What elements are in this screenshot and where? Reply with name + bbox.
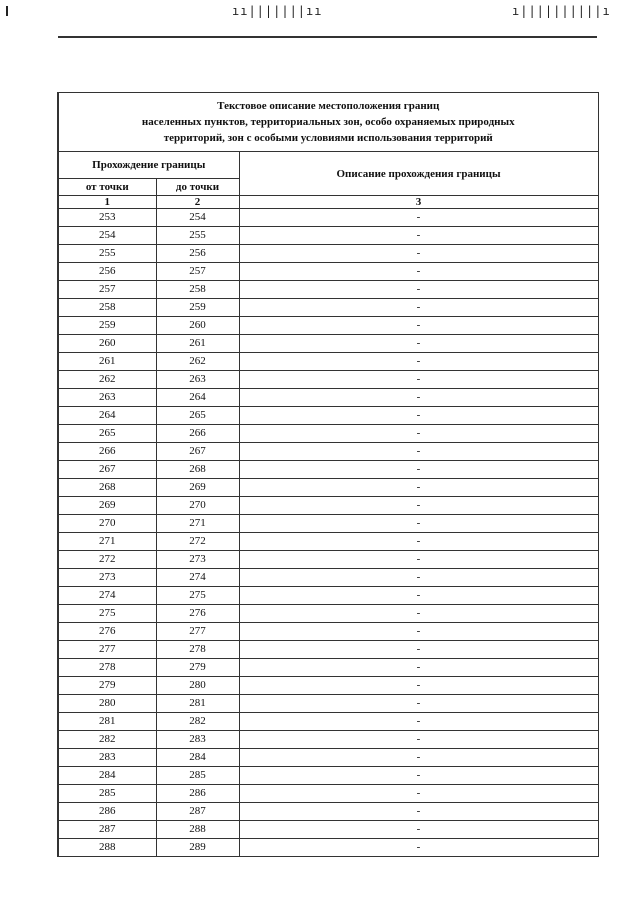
from-point-cell: 280	[58, 695, 156, 713]
from-point-cell: 286	[58, 803, 156, 821]
table-row	[58, 497, 598, 515]
description-cell: -	[239, 767, 598, 785]
from-point-cell: 255	[58, 245, 156, 263]
to-point-cell: 261	[156, 335, 239, 353]
header-rule	[58, 36, 597, 38]
description-cell: -	[239, 461, 598, 479]
header-description: Описание прохождения границы	[239, 152, 598, 196]
table-row	[58, 263, 598, 281]
boundary-description-table	[57, 92, 599, 857]
from-point-cell: 269	[58, 497, 156, 515]
table-title	[58, 93, 598, 152]
to-point-cell: 260	[156, 317, 239, 335]
to-point-cell: 280	[156, 677, 239, 695]
from-point-cell: 283	[58, 749, 156, 767]
description-cell: -	[239, 839, 598, 857]
to-point-cell: 267	[156, 443, 239, 461]
to-point-cell: 289	[156, 839, 239, 857]
to-point-cell: 285	[156, 767, 239, 785]
scan-mark-right: ı||||||||||ı	[512, 4, 611, 18]
table-row	[58, 803, 598, 821]
from-point-cell: 267	[58, 461, 156, 479]
scan-mark-left: ıı|||||||ıı	[232, 4, 323, 18]
to-point-cell: 255	[156, 227, 239, 245]
description-cell: -	[239, 443, 598, 461]
table-row	[58, 731, 598, 749]
from-point-cell: 273	[58, 569, 156, 587]
to-point-cell: 283	[156, 731, 239, 749]
table-row	[58, 209, 598, 227]
to-point-cell: 262	[156, 353, 239, 371]
table-row	[58, 767, 598, 785]
table-row	[58, 749, 598, 767]
description-cell: -	[239, 263, 598, 281]
table-row	[58, 371, 598, 389]
from-point-cell: 285	[58, 785, 156, 803]
description-cell: -	[239, 281, 598, 299]
header-passage: Прохождение границы	[58, 152, 239, 179]
to-point-cell: 274	[156, 569, 239, 587]
to-point-cell: 259	[156, 299, 239, 317]
table-row	[58, 317, 598, 335]
from-point-cell: 278	[58, 659, 156, 677]
to-point-cell: 254	[156, 209, 239, 227]
to-point-cell: 282	[156, 713, 239, 731]
description-cell: -	[239, 533, 598, 551]
from-point-cell: 265	[58, 425, 156, 443]
description-cell: -	[239, 803, 598, 821]
description-cell: -	[239, 731, 598, 749]
header-to-point: до точки	[156, 179, 239, 196]
description-cell: -	[239, 695, 598, 713]
to-point-cell: 284	[156, 749, 239, 767]
to-point-cell: 256	[156, 245, 239, 263]
table-row	[58, 695, 598, 713]
table-row	[58, 227, 598, 245]
table-row	[58, 515, 598, 533]
from-point-cell: 259	[58, 317, 156, 335]
from-point-cell: 281	[58, 713, 156, 731]
from-point-cell: 288	[58, 839, 156, 857]
to-point-cell: 287	[156, 803, 239, 821]
table-title-line-1: Текстовое описание местоположения границ	[217, 100, 440, 112]
from-point-cell: 258	[58, 299, 156, 317]
from-point-cell: 277	[58, 641, 156, 659]
from-point-cell: 282	[58, 731, 156, 749]
description-cell: -	[239, 497, 598, 515]
table-row	[58, 605, 598, 623]
description-cell: -	[239, 371, 598, 389]
table-row	[58, 479, 598, 497]
table-title-line-2: населенных пунктов, территориальных зон, особо охраняемых природных	[141, 116, 515, 128]
from-point-cell: 276	[58, 623, 156, 641]
from-point-cell: 262	[58, 371, 156, 389]
description-cell: -	[239, 605, 598, 623]
from-point-cell: 268	[58, 479, 156, 497]
from-point-cell: 256	[58, 263, 156, 281]
to-point-cell: 275	[156, 587, 239, 605]
table-row	[58, 533, 598, 551]
table-row	[58, 389, 598, 407]
description-cell: -	[239, 785, 598, 803]
description-cell: -	[239, 641, 598, 659]
to-point-cell: 265	[156, 407, 239, 425]
description-cell: -	[239, 479, 598, 497]
description-cell: -	[239, 587, 598, 605]
description-cell: -	[239, 677, 598, 695]
table-row	[58, 461, 598, 479]
to-point-cell: 286	[156, 785, 239, 803]
from-point-cell: 260	[58, 335, 156, 353]
from-point-cell: 253	[58, 209, 156, 227]
from-point-cell: 284	[58, 767, 156, 785]
from-point-cell: 271	[58, 533, 156, 551]
table-row	[58, 659, 598, 677]
from-point-cell: 263	[58, 389, 156, 407]
description-cell: -	[239, 407, 598, 425]
description-cell: -	[239, 569, 598, 587]
table-row	[58, 551, 598, 569]
table-row	[58, 785, 598, 803]
table-row	[58, 443, 598, 461]
table-row	[58, 623, 598, 641]
description-cell: -	[239, 551, 598, 569]
to-point-cell: 279	[156, 659, 239, 677]
column-number-2: 2	[156, 196, 239, 209]
to-point-cell: 268	[156, 461, 239, 479]
to-point-cell: 272	[156, 533, 239, 551]
from-point-cell: 257	[58, 281, 156, 299]
to-point-cell: 278	[156, 641, 239, 659]
from-point-cell: 266	[58, 443, 156, 461]
from-point-cell: 274	[58, 587, 156, 605]
description-cell: -	[239, 389, 598, 407]
from-point-cell: 275	[58, 605, 156, 623]
table-row	[58, 425, 598, 443]
description-cell: -	[239, 245, 598, 263]
to-point-cell: 257	[156, 263, 239, 281]
to-point-cell: 264	[156, 389, 239, 407]
from-point-cell: 270	[58, 515, 156, 533]
from-point-cell: 279	[58, 677, 156, 695]
to-point-cell: 276	[156, 605, 239, 623]
to-point-cell: 270	[156, 497, 239, 515]
to-point-cell: 273	[156, 551, 239, 569]
description-cell: -	[239, 515, 598, 533]
table-row	[58, 713, 598, 731]
table-row	[58, 641, 598, 659]
to-point-cell: 263	[156, 371, 239, 389]
description-cell: -	[239, 353, 598, 371]
to-point-cell: 258	[156, 281, 239, 299]
to-point-cell: 266	[156, 425, 239, 443]
to-point-cell: 281	[156, 695, 239, 713]
table-row	[58, 245, 598, 263]
header-from-point: от точки	[58, 179, 156, 196]
to-point-cell: 271	[156, 515, 239, 533]
description-cell: -	[239, 623, 598, 641]
table-row	[58, 353, 598, 371]
description-cell: -	[239, 335, 598, 353]
from-point-cell: 287	[58, 821, 156, 839]
description-cell: -	[239, 209, 598, 227]
from-point-cell: 272	[58, 551, 156, 569]
description-cell: -	[239, 299, 598, 317]
table-row	[58, 839, 598, 857]
from-point-cell: 264	[58, 407, 156, 425]
table-row	[58, 281, 598, 299]
table-row	[58, 677, 598, 695]
description-cell: -	[239, 425, 598, 443]
description-cell: -	[239, 713, 598, 731]
to-point-cell: 269	[156, 479, 239, 497]
table-row	[58, 407, 598, 425]
description-cell: -	[239, 227, 598, 245]
corner-scan-mark	[6, 6, 8, 16]
description-cell: -	[239, 821, 598, 839]
table-row	[58, 569, 598, 587]
column-number-1: 1	[58, 196, 156, 209]
description-cell: -	[239, 749, 598, 767]
table-row	[58, 587, 598, 605]
table-row	[58, 299, 598, 317]
description-cell: -	[239, 317, 598, 335]
table-title-line-3: территорий, зон с особыми условиями использования территорий	[163, 132, 493, 144]
column-number-3: 3	[239, 196, 598, 209]
to-point-cell: 288	[156, 821, 239, 839]
from-point-cell: 254	[58, 227, 156, 245]
to-point-cell: 277	[156, 623, 239, 641]
table-row	[58, 821, 598, 839]
description-cell: -	[239, 659, 598, 677]
table-body	[58, 209, 598, 857]
from-point-cell: 261	[58, 353, 156, 371]
table-row	[58, 335, 598, 353]
